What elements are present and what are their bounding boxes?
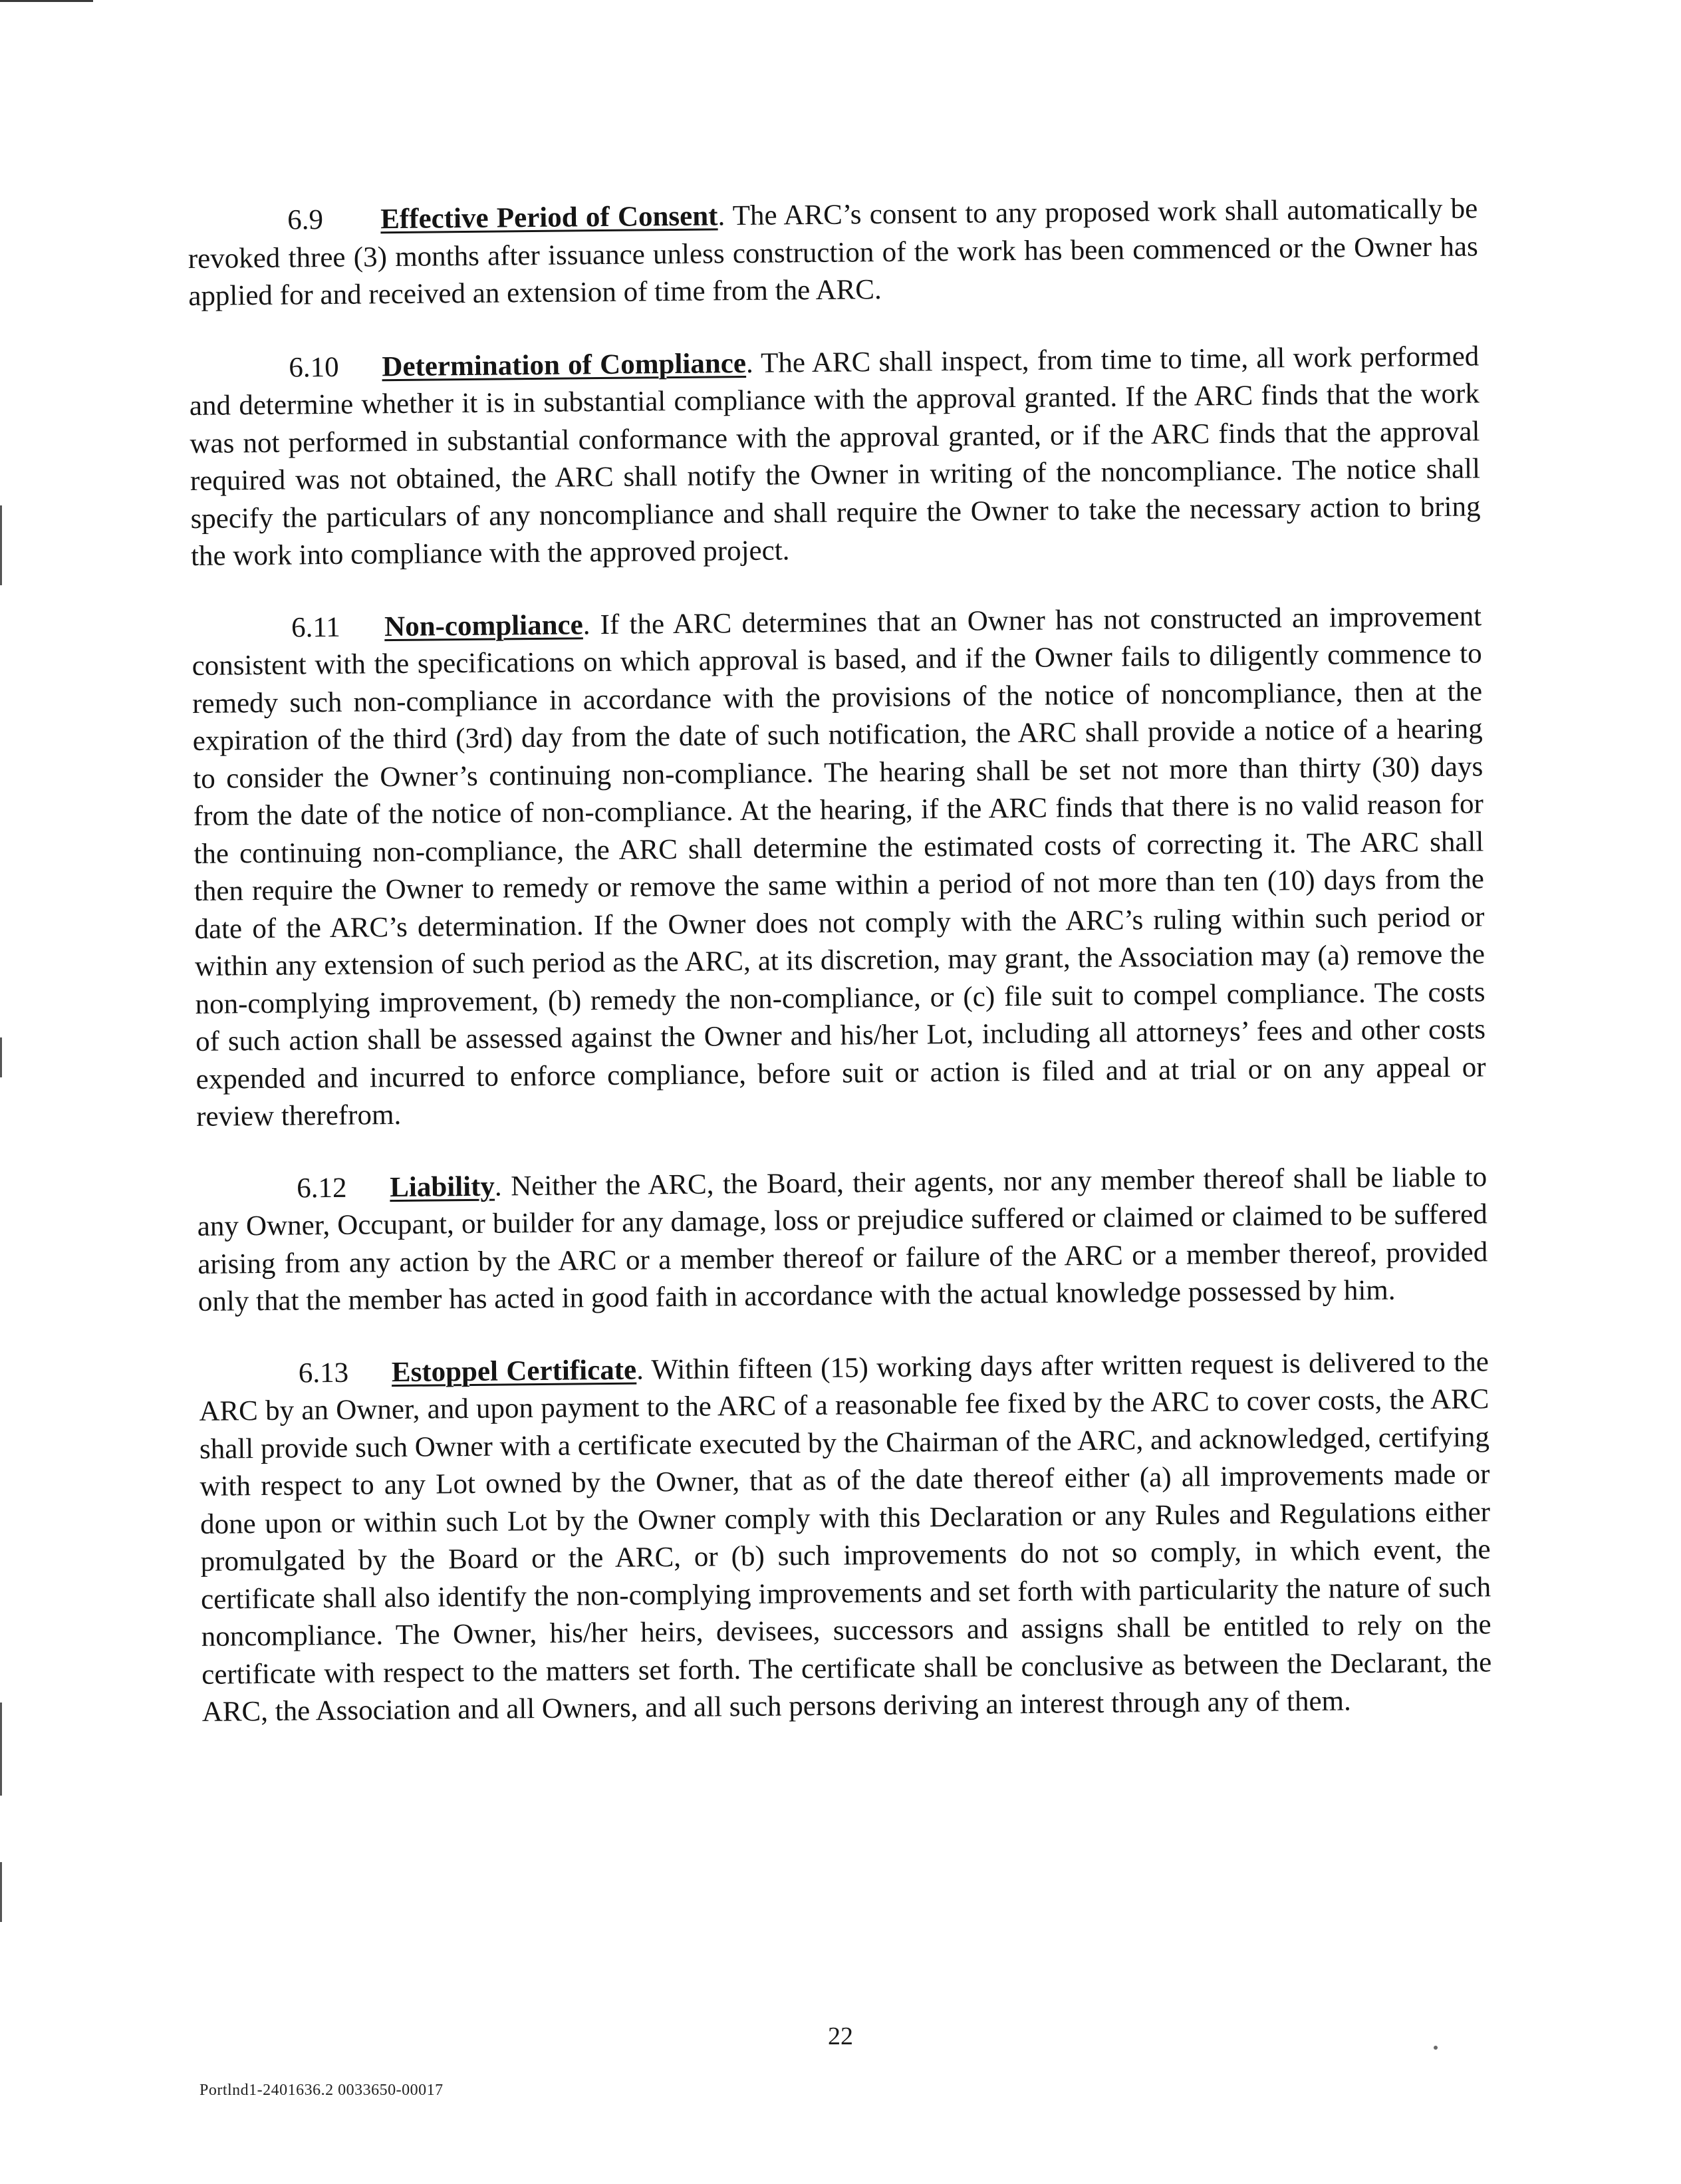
scan-margin-mark bbox=[0, 1703, 2, 1796]
section-paragraph bbox=[192, 598, 1487, 1137]
section-6-10 bbox=[189, 338, 1481, 576]
section-number: 6.11 bbox=[291, 611, 341, 644]
section-paragraph bbox=[189, 338, 1481, 576]
section-text: . The ARC shall inspect, from time to time, all work performed and determine whether it is in substantial compliance with the approval granted. If the ARC finds that the work was not performed in substantial conformance with the approval granted, or if the ARC finds that the approval required was not obtained, the ARC shall notify the Owner in writing of the noncompliance. The notice shall specify the particulars of any noncompliance and shall require the Owner to take the necessary action to bring the work into compliance with the approved project. bbox=[189, 340, 1481, 572]
section-number: 6.9 bbox=[287, 204, 324, 236]
section-text: . Neither the ARC, the Board, their agents, nor any member thereof shall be liable to any Owner, Occupant, or builder for any damage, loss or prejudice suffered or claimed or claimed to be suffered arising from any action by the ARC or a member thereof or failure of the ARC or a member thereof, provided only that the member has acted in good faith in accordance with the actual knowledge possessed by him. bbox=[197, 1160, 1488, 1317]
section-text: . If the ARC determines that an Owner has not constructed an improvement consistent with the specifications on which approval is based, and if the Owner fails to diligently commence to remedy such non-compliance in accordance with the provisions of the notice of noncompliance, then at the expiration of the third (3rd) day from the date of such notification, the ARC shall provide a notice of a hearing to consider the Owner’s continuing non-compliance. The hearing shall be set not more than thirty (30) days from the date of the notice of non-compliance. At the hearing, if the ARC finds that there is no valid reason for the continuing non-compliance, the ARC shall determine the estimated costs of correcting it. The ARC shall then require the Owner to remedy or remove the same within a period of not more than ten (10) days from the date of the ARC’s determination. If the Owner does not comply with the ARC’s ruling within such period or within any extension of such period as the ARC, at its discretion, may grant, the Association may (a) remove the non-complying improvement, (b) remedy the non-compliance, or (c) file suit to compel compliance. The costs of such action shall be assessed against the Owner and his/her Lot, including all attorneys’ fees and other costs expended and incurred to enforce compliance, before suit or action is filed and at trial or on any appeal or review therefrom. bbox=[192, 600, 1486, 1133]
section-text: . Within fifteen (15) working days after written request is delivered to the ARC by an Owner, and upon payment to the ARC of a reasonable fee fixed by the ARC to cover costs, the ARC shall provide such Owner with a certificate executed by the Chairman of the ARC, and acknowledged, certifying with respect to any Lot owned by the Owner, that as of the date thereof either (a) all improvements made or done upon or within such Lot by the Owner comply with this Declaration or any Rules and Regulations either promulgated by the Board or the ARC, or (b) such improvements do not so comply, in which event, the certificate shall also identify the non-complying improvements and set forth with particularity the nature of such noncompliance. The Owner, his/her heirs, devisees, successors and assigns shall be entitled to rely on the certificate with respect to the matters set forth. The certificate shall be conclusive as between the Declarant, the ARC, the Association and all Owners, and all such persons deriving an interest through any of them. bbox=[199, 1345, 1492, 1728]
section-paragraph bbox=[188, 190, 1479, 315]
section-paragraph bbox=[197, 1159, 1488, 1321]
section-number: 6.13 bbox=[298, 1357, 349, 1389]
scan-speck bbox=[1434, 2046, 1438, 2050]
document-id: Portlnd1-2401636.2 0033650-00017 bbox=[199, 2082, 444, 2099]
section-title: Determination of Compliance bbox=[382, 347, 747, 382]
section-title: Estoppel Certificate bbox=[391, 1354, 637, 1388]
document-body bbox=[188, 190, 1492, 1766]
section-6-13 bbox=[199, 1343, 1492, 1732]
scan-margin-mark bbox=[0, 1862, 2, 1922]
section-number: 6.12 bbox=[297, 1172, 347, 1204]
scan-margin-mark bbox=[0, 505, 2, 585]
section-text: . The ARC’s consent to any proposed work shall automatically be revoked three (3) months after issuance unless construction of the work has been commenced or the Owner has applied for and received an extension of time from the ARC. bbox=[188, 193, 1478, 312]
section-6-11 bbox=[192, 598, 1487, 1137]
section-title: Liability bbox=[389, 1170, 495, 1203]
section-paragraph bbox=[199, 1343, 1492, 1732]
section-title: Effective Period of Consent bbox=[380, 200, 718, 235]
scan-margin-mark bbox=[0, 1037, 2, 1077]
section-title: Non-compliance bbox=[384, 609, 583, 642]
section-6-9 bbox=[188, 190, 1479, 315]
page-number: 22 bbox=[828, 2022, 853, 2050]
section-6-12 bbox=[197, 1159, 1488, 1321]
scan-edge-line bbox=[0, 0, 93, 2]
section-number: 6.10 bbox=[289, 351, 339, 384]
